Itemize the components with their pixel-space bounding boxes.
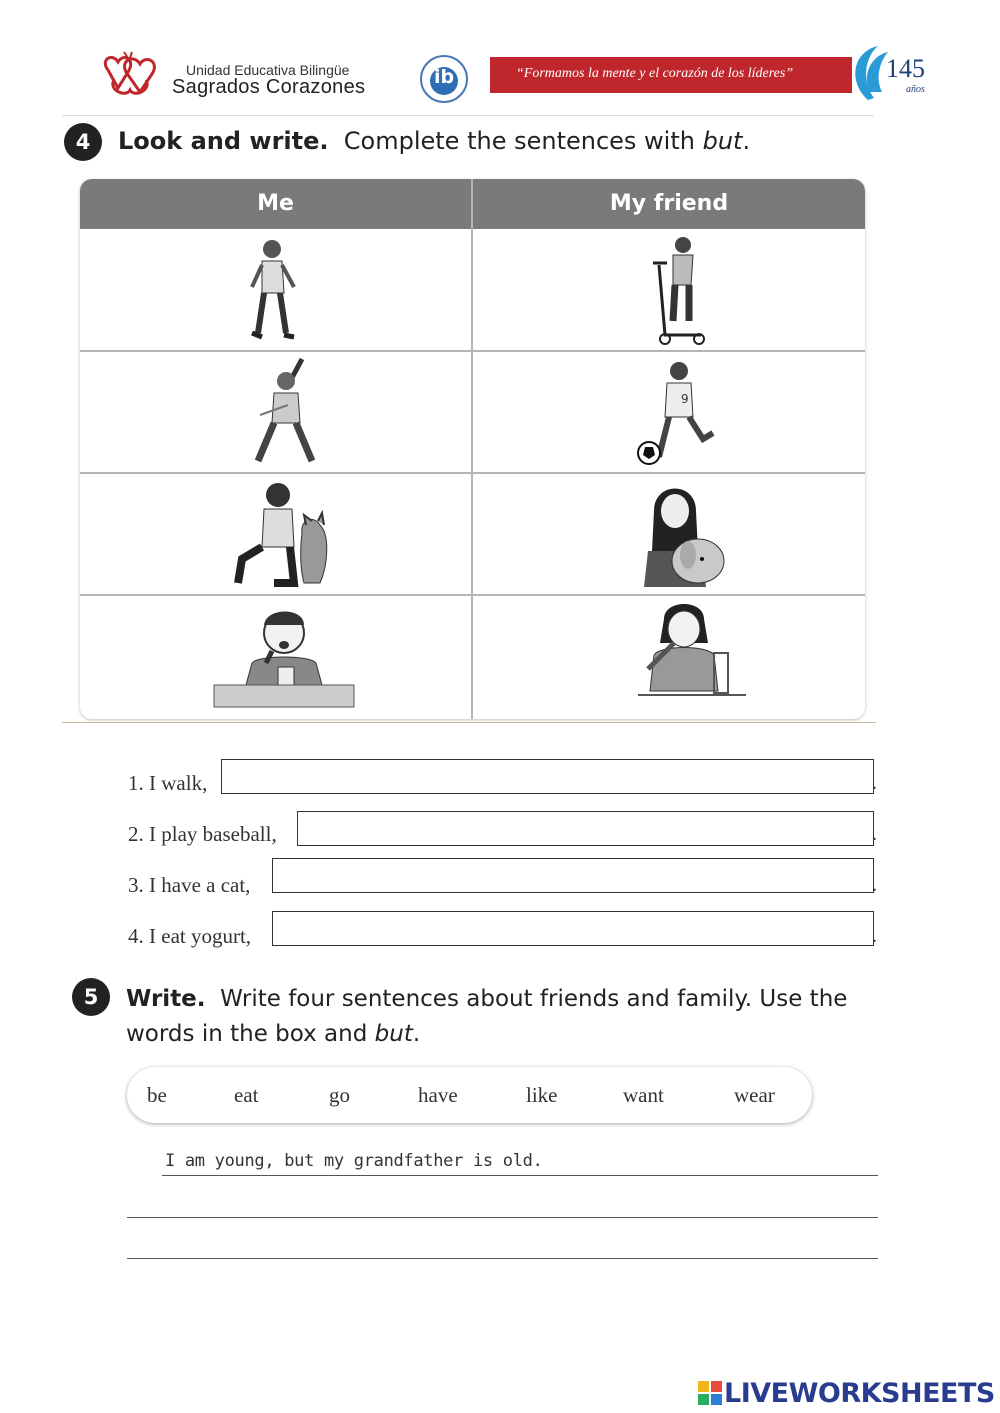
boy-baseball-illustration [240, 357, 330, 469]
sentence-3-prompt: 3. I have a cat, [128, 873, 251, 897]
boy-eating-yogurt-illustration [212, 603, 357, 709]
writing-line-2[interactable] [127, 1217, 878, 1218]
sentence-2-period: . [872, 823, 877, 845]
sentence-1-period: . [872, 772, 877, 794]
sentence-2-answer[interactable] [297, 811, 874, 846]
header-divider [62, 115, 874, 116]
word-box-item: go [329, 1083, 350, 1107]
table-row-divider [80, 472, 865, 474]
word-box-item: eat [234, 1083, 259, 1107]
liveworksheets-brand: LIVEWORKSHEETS [724, 1378, 995, 1409]
table-row-divider [80, 350, 865, 352]
school-logo [98, 50, 162, 102]
girl-with-dog-illustration [640, 481, 740, 593]
svg-text:9: 9 [681, 392, 689, 406]
column-header-me: Me [257, 191, 294, 216]
anniversary-logo [848, 42, 938, 104]
table-column-divider [471, 179, 473, 719]
writing-line-1 [162, 1175, 878, 1176]
boy-scooter-illustration [645, 235, 715, 347]
boy-walking-illustration [240, 237, 310, 347]
girl-eating-illustration [618, 599, 748, 709]
sentence-1-answer[interactable] [221, 759, 874, 794]
example-sentence: I am young, but my grandfather is old. [165, 1151, 543, 1171]
sentence-4-answer[interactable] [272, 911, 874, 946]
word-box-item: be [147, 1083, 167, 1107]
sentence-4-prompt: 4. I eat yogurt, [128, 924, 252, 948]
school-name-line2: Sagrados Corazones [172, 76, 366, 98]
exercise-5-title: Write. Write four sentences about friends and family. Use the words in the box and but. [126, 986, 848, 1047]
girl-soccer-illustration [635, 359, 725, 471]
table-bottom-divider [62, 722, 876, 723]
table-row-divider [80, 594, 865, 596]
word-box-item: have [418, 1083, 458, 1107]
sentence-3-period: . [872, 874, 877, 896]
anniversary-number: 145 [886, 54, 925, 83]
ib-logo: ib [415, 54, 473, 104]
exercise-5-number: 5 [72, 978, 110, 1016]
sentence-4-period: . [872, 925, 877, 947]
writing-line-3[interactable] [127, 1258, 878, 1259]
word-box-item: wear [734, 1083, 775, 1107]
column-header-my-friend: My friend [609, 191, 729, 216]
boy-with-cat-illustration [230, 479, 340, 591]
exercise-4-title: Look and write. Complete the sentences with but. [118, 127, 751, 155]
comparison-table [80, 179, 865, 719]
sentence-1-prompt: 1. I walk, [128, 771, 208, 795]
liveworksheets-logo-icon [698, 1381, 722, 1405]
sentence-2-prompt: 2. I play baseball, [128, 822, 277, 846]
sentence-3-answer[interactable] [272, 858, 874, 893]
word-box-item: like [526, 1083, 558, 1107]
word-box-item: want [623, 1083, 664, 1107]
anniversary-label: años [906, 84, 925, 95]
school-name-line1: Unidad Educativa Bilingüe [186, 62, 350, 78]
motto-text: “Formamos la mente y el corazón de los líderes” [516, 66, 794, 81]
word-box [127, 1067, 812, 1123]
exercise-4-number: 4 [64, 123, 102, 161]
